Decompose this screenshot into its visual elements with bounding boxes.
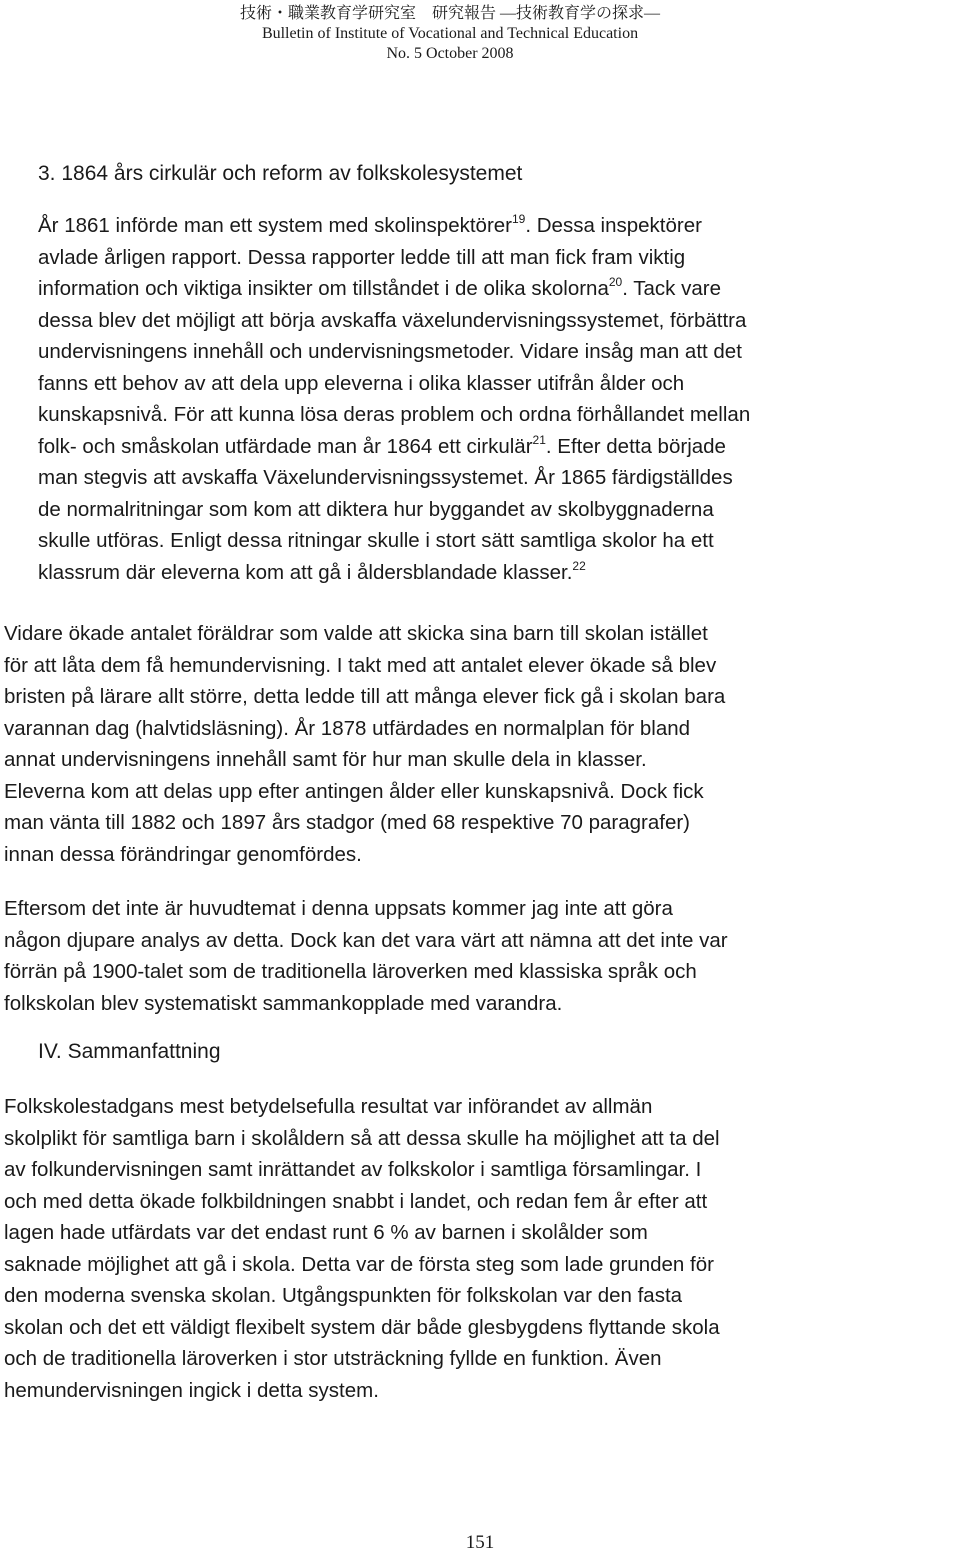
text-line: den moderna svenska skolan. Utgångspunkten för folkskolan var den fasta	[4, 1284, 683, 1307]
page-number: 151	[465, 1532, 495, 1553]
text-line: skolplikt för samtliga barn i skolåldern så att dessa skulle ha möjlighet att ta del	[4, 1126, 720, 1150]
text-line: för att låta dem få hemundervisning. I takt med att antalet elever ökade så blev	[4, 653, 717, 677]
text-line: och med detta ökade folkbildningen snabbt i landet, och redan fem år efter att	[4, 1189, 708, 1213]
header-issue-date: No. 5 October 2008	[386, 45, 514, 62]
text-line: skolan och det ett väldigt flexibelt system där både glesbygdens flyttande skola	[4, 1315, 720, 1339]
text-line: lagen hade utfärdats var det endast runt 6 % av barnen i skolålder som	[4, 1221, 648, 1244]
text-line: man vänta till 1882 och 1897 års stadgor (med 68 respektive 70 paragrafer)	[4, 811, 690, 834]
text-line: avlade årligen rapport. Dessa rapporter ledde till att man fick fram viktig	[38, 245, 686, 269]
text-line: År 1861 införde man ett system med skolinspektörer$^{19}$. Dessa inspektörer	[38, 212, 702, 237]
text-line: undervisningens innehåll och undervisningsmetoder. Vidare insåg man att det	[38, 340, 742, 363]
running-header	[190, 4, 710, 64]
section-3-paragraph	[38, 210, 750, 588]
text-line: folkskolan blev systematiskt sammankopplade med varandra.	[4, 991, 563, 1015]
footnote-ref-21: 21	[532, 432, 546, 447]
text-line: information och viktiga insikter om tillståndet i de olika skolorna$^{20}$. Tack vare	[38, 275, 721, 300]
text-line: bristen på lärare allt större, detta ledde till att många elever fick gå i skolan bara	[4, 685, 726, 708]
text-line: skulle utföras. Enligt dessa ritningar skulle i stort sätt samtliga skolor ha ett	[38, 529, 714, 552]
header-title-japanese: 技術・職業教育学研究室 研究報告 —技術教育学の探求—	[239, 5, 660, 22]
footnote-ref-22: 22	[572, 558, 586, 573]
text-line: annat undervisningens innehåll samt för hur man skulle dela in klasser.	[4, 748, 647, 771]
text-line: de normalritningar som kom att diktera hur byggandet av skolbyggnaderna	[38, 497, 714, 521]
text-line: innan dessa förändringar genomfördes.	[4, 842, 362, 866]
text-line: saknade möjlighet att gå i skola. Detta var de första steg som lade grunden för	[4, 1252, 714, 1276]
section-4-heading: IV. Sammanfattning	[38, 1040, 221, 1063]
text-line: av folkundervisningen samt inrättandet av folkskolor i samtliga församlingar. I	[4, 1158, 702, 1181]
text-line: och de traditionella läroverken i stor utsträckning fyllde en funktion. Även	[4, 1347, 662, 1370]
footnote-ref-20: 20	[608, 275, 623, 289]
text-line: Eftersom det inte är huvudtemat i denna uppsats kommer jag inte att göra	[4, 897, 673, 920]
text-line: dessa blev det möjligt att börja avskaffa växelundervisningssystemet, förbättra	[38, 308, 747, 332]
text-line: folk- och småskolan utfärdade man år 1864 ett cirkulär$^{21}$. Efter detta började	[38, 432, 726, 458]
footnote-ref-19: 19	[512, 212, 526, 226]
paragraph-3	[4, 893, 728, 1019]
text-line: klassrum där eleverna kom att gå i åldersblandade klasser.$^{22}$	[38, 558, 586, 584]
section-3-heading: 3. 1864 års cirkulär och reform av folkskolesystemet	[38, 162, 523, 185]
header-title-english: Bulletin of Institute of Vocational and Technical Education	[261, 25, 639, 42]
text-line: Eleverna kom att delas upp efter antingen ålder eller kunskapsnivå. Dock fick	[4, 779, 704, 803]
text-line: varannan dag (halvtidsläsning). År 1878 utfärdades en normalplan för bland	[4, 716, 691, 740]
text-line: Vidare ökade antalet föräldrar som valde att skicka sina barn till skolan istället	[4, 622, 708, 645]
text-line: någon djupare analys av detta. Dock kan det vara värt att nämna att det inte var	[4, 928, 728, 952]
text-line: kunskapsnivå. För att kunna lösa deras problem och ordna förhållandet mellan	[38, 403, 751, 426]
text-line: hemundervisningen ingick i detta system.	[4, 1378, 379, 1402]
text-line: förrän på 1900-talet som de traditionella läroverken med klassiska språk och	[4, 960, 697, 983]
text-line: fanns ett behov av att dela upp eleverna i olika klasser utifrån ålder och	[38, 371, 685, 395]
text-line: man stegvis att avskaffa Växelundervisningssystemet. År 1865 färdigställdes	[38, 466, 733, 489]
section-4-paragraph	[4, 1091, 720, 1406]
paragraph-2	[4, 618, 725, 870]
text-line: Folkskolestadgans mest betydelsefulla resultat var införandet av allmän	[4, 1095, 653, 1118]
